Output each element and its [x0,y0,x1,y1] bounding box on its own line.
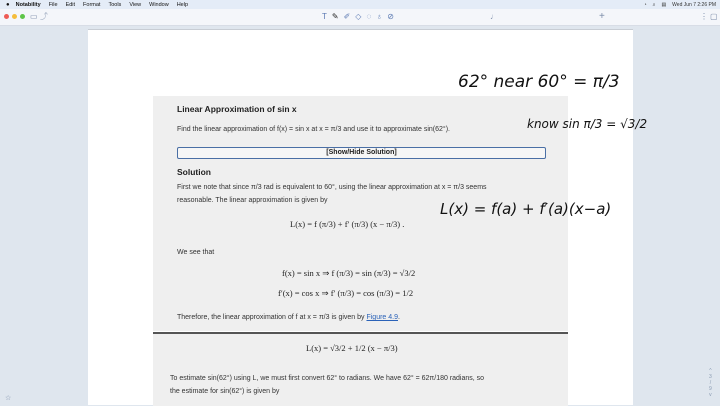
media-tool-icon[interactable]: ♁ [376,12,383,21]
solution-heading: Solution [177,167,211,177]
problem-text: Find the linear approximation of f(x) = sin x at x = π/3 and use it to approximate sin(62°). [177,126,450,133]
page-separator: / [709,380,712,386]
right-margin [633,26,720,404]
fprime-equation: f′(x) = cos x ⇒ f′ (π/3) = cos (π/3) = 1/2 [278,288,414,298]
handwritten-note-near[interactable]: 62° near 60° = π/3 [458,72,620,92]
sidebar-toggle-icon[interactable]: ▭ [30,12,38,21]
search-icon[interactable]: ⌕ [652,1,656,8]
status-area [644,0,716,9]
we-see-text: We see that [177,249,215,256]
share-icon[interactable]: ⤴ [40,12,48,21]
solution-text-line2: reasonable. The linear approximation is given by [177,197,328,204]
menu-bar [0,0,720,9]
menu-window[interactable]: Window [149,1,169,8]
zoom-button[interactable] [20,14,25,19]
menu-help[interactable]: Help [176,1,189,8]
total-pages: 9 [709,386,712,392]
left-margin [0,26,88,404]
minimize-button[interactable] [12,14,17,19]
current-page: 3 [709,374,712,380]
therefore-label: Therefore, the linear approximation of f at x = π/3 is given by [177,314,367,321]
highlighter-tool-icon[interactable]: ✐ [343,12,351,21]
more-icon[interactable]: ⋮ [700,12,708,21]
pages-icon[interactable]: ▢ [710,12,718,21]
clock[interactable]: Wed Jun 7 2:26 PM [672,1,716,8]
control-center-icon[interactable]: ▤ [661,1,667,8]
estimate-text-line2: the estimate for sin(62°) is given by [170,388,280,395]
menu-edit[interactable]: Edit [65,1,76,8]
wifi-icon[interactable]: ◔ [643,1,647,8]
menu-tools[interactable]: Tools [108,1,122,8]
therefore-text [177,314,400,321]
link-tool-icon[interactable]: ⊘ [387,12,394,21]
solution-text-line1: First we note that since π/3 rad is equivalent to 60°, using the linear approximation at x = π/3 seems [177,184,487,191]
linear-approx-result: L(x) = √3/2 + 1/2 (x − π/3) [306,343,398,353]
window-toolbar [0,9,720,26]
page-navigator [709,368,712,398]
menu-format[interactable]: Format [83,1,101,8]
microphone-icon[interactable]: ♩ [490,12,498,21]
menu-file[interactable]: File [48,1,58,8]
page-up-icon[interactable]: ^ [709,368,712,374]
text-tool-icon[interactable]: T [322,12,327,21]
period: . [398,314,400,321]
window-controls [4,14,25,19]
favorite-star-icon[interactable]: ☆ [5,395,12,402]
f-equation: f(x) = sin x ⇒ f (π/3) = sin (π/3) = √3/2 [282,268,416,278]
linear-approx-equation: L(x) = f (π/3) + f′ (π/3) (x − π/3) . [290,219,405,229]
tool-palette [322,12,394,22]
show-hide-solution-button[interactable]: [Show/Hide Solution] [177,147,546,159]
figure-link[interactable]: Figure 4.9 [366,314,398,321]
close-button[interactable] [4,14,9,19]
handwritten-note-formula[interactable]: L(x) = f(a) + f′(a)(x−a) [440,200,612,218]
pen-tool-icon[interactable]: ✎ [331,12,339,21]
app-menu[interactable]: Notability [15,1,41,8]
apple-menu-icon[interactable]: ● [6,1,10,8]
add-page-icon[interactable]: + [599,11,605,22]
page-down-icon[interactable]: v [709,392,712,398]
example-title: Linear Approximation of sin x [177,104,297,114]
handwritten-note-know[interactable]: know sin π/3 = √3/2 [527,117,648,131]
estimate-text-line1: To estimate sin(62°) using L, we must first convert 62° to radians. We have 62° = 62π/180 radians, so [170,375,485,382]
lasso-tool-icon[interactable]: ◌ [366,12,372,21]
eraser-tool-icon[interactable]: ◇ [355,12,362,21]
menu-view[interactable]: View [129,1,142,8]
